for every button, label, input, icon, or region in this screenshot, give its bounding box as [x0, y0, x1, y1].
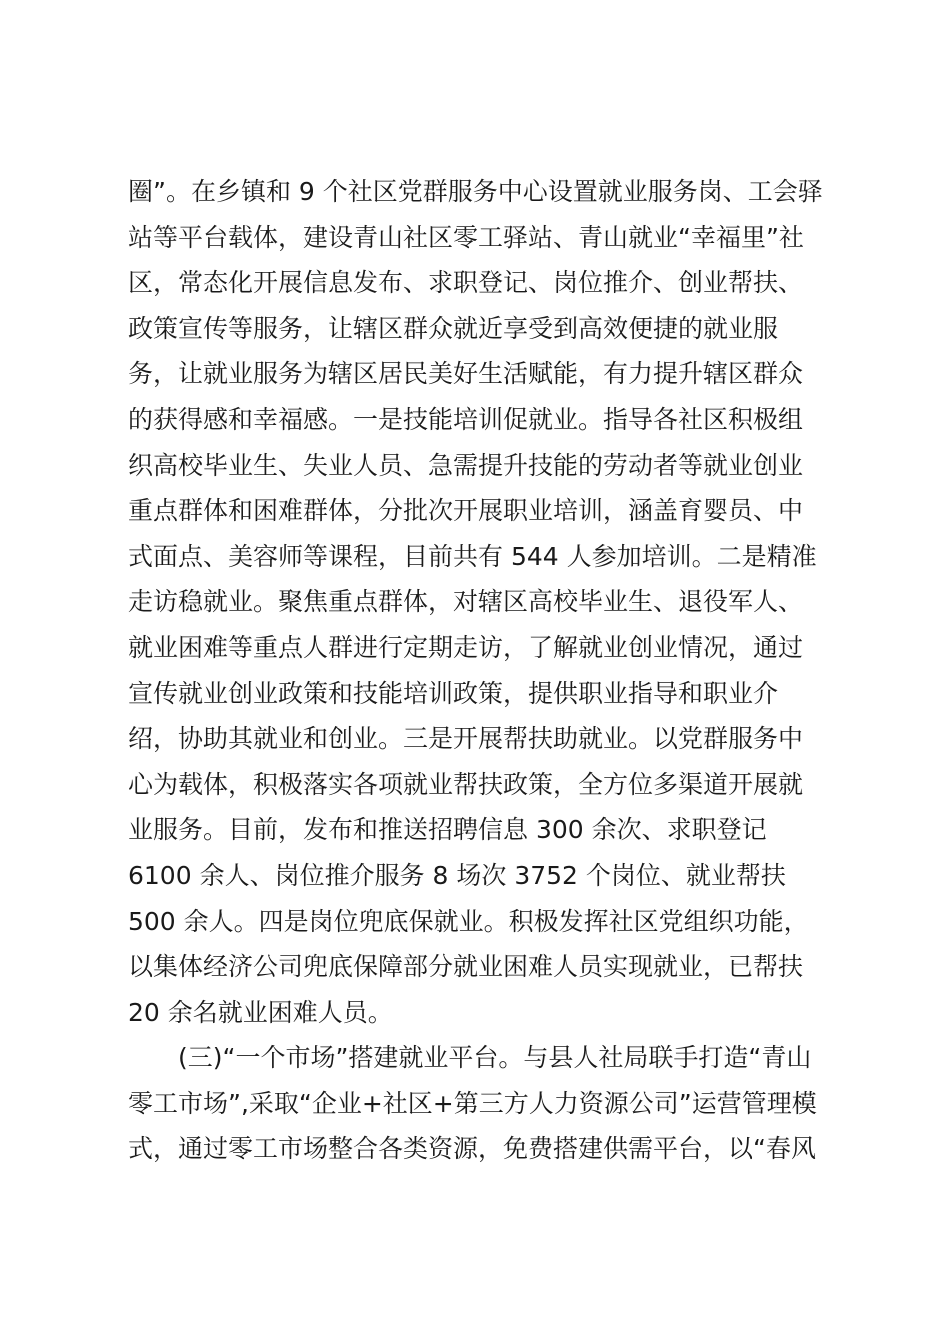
text-line: 500 余人。四是岗位兜底保就业。积极发挥社区党组织功能，	[128, 906, 809, 936]
text-line: 式面点、美容师等课程，目前共有 544 人参加培训。二是精准	[128, 541, 817, 571]
text-line: 零工市场”,采取“企业+社区+第三方人力资源公司”运营管理模	[128, 1088, 817, 1118]
body-text	[128, 169, 838, 1172]
text-line: 圈”。在乡镇和 9 个社区党群服务中心设置就业服务岗、工会驿	[128, 177, 823, 206]
paragraph-1	[128, 169, 838, 1035]
text-line: 站等平台载体，建设青山社区零工驿站、青山就业“幸福里”社	[128, 222, 804, 252]
text-line: 以集体经济公司兜底保障部分就业困难人员实现就业，已帮扶	[128, 952, 804, 982]
paragraph-2	[128, 1035, 838, 1172]
text-line: 心为载体，积极落实各项就业帮扶政策，全方位多渠道开展就	[128, 769, 804, 799]
text-line: 6100 余人、岗位推介服务 8 场次 3752 个岗位、就业帮扶	[128, 860, 786, 890]
text-line: 绍，协助其就业和创业。三是开展帮扶助就业。以党群服务中	[128, 724, 804, 754]
text-line: 20 余名就业困难人员。	[128, 997, 393, 1027]
text-line: 业服务。目前，发布和推送招聘信息 300 余次、求职登记	[128, 815, 767, 845]
text-line: 务，让就业服务为辖区居民美好生活赋能，有力提升辖区群众	[128, 359, 804, 389]
text-line: 政策宣传等服务，让辖区群众就近享受到高效便捷的就业服	[128, 313, 779, 343]
text-line: 区，常态化开展信息发布、求职登记、岗位推介、创业帮扶、	[128, 268, 804, 298]
text-line: 重点群体和困难群体，分批次开展职业培训，涵盖育婴员、中	[128, 496, 804, 526]
text-line: 走访稳就业。聚焦重点群体，对辖区高校毕业生、退役军人、	[128, 587, 804, 617]
text-line: 宣传就业创业政策和技能培训政策，提供职业指导和职业介	[128, 678, 779, 708]
text-line: 的获得感和幸福感。一是技能培训促就业。指导各社区积极组	[128, 404, 804, 434]
text-line: 式，通过零工市场整合各类资源，免费搭建供需平台，以“春风	[128, 1134, 816, 1164]
text-line: 织高校毕业生、失业人员、急需提升技能的劳动者等就业创业	[128, 450, 804, 480]
text-line: (三)“一个市场”搭建就业平台。与县人社局联手打造“青山	[178, 1043, 812, 1073]
text-line: 就业困难等重点人群进行定期走访，了解就业创业情况，通过	[128, 632, 804, 662]
